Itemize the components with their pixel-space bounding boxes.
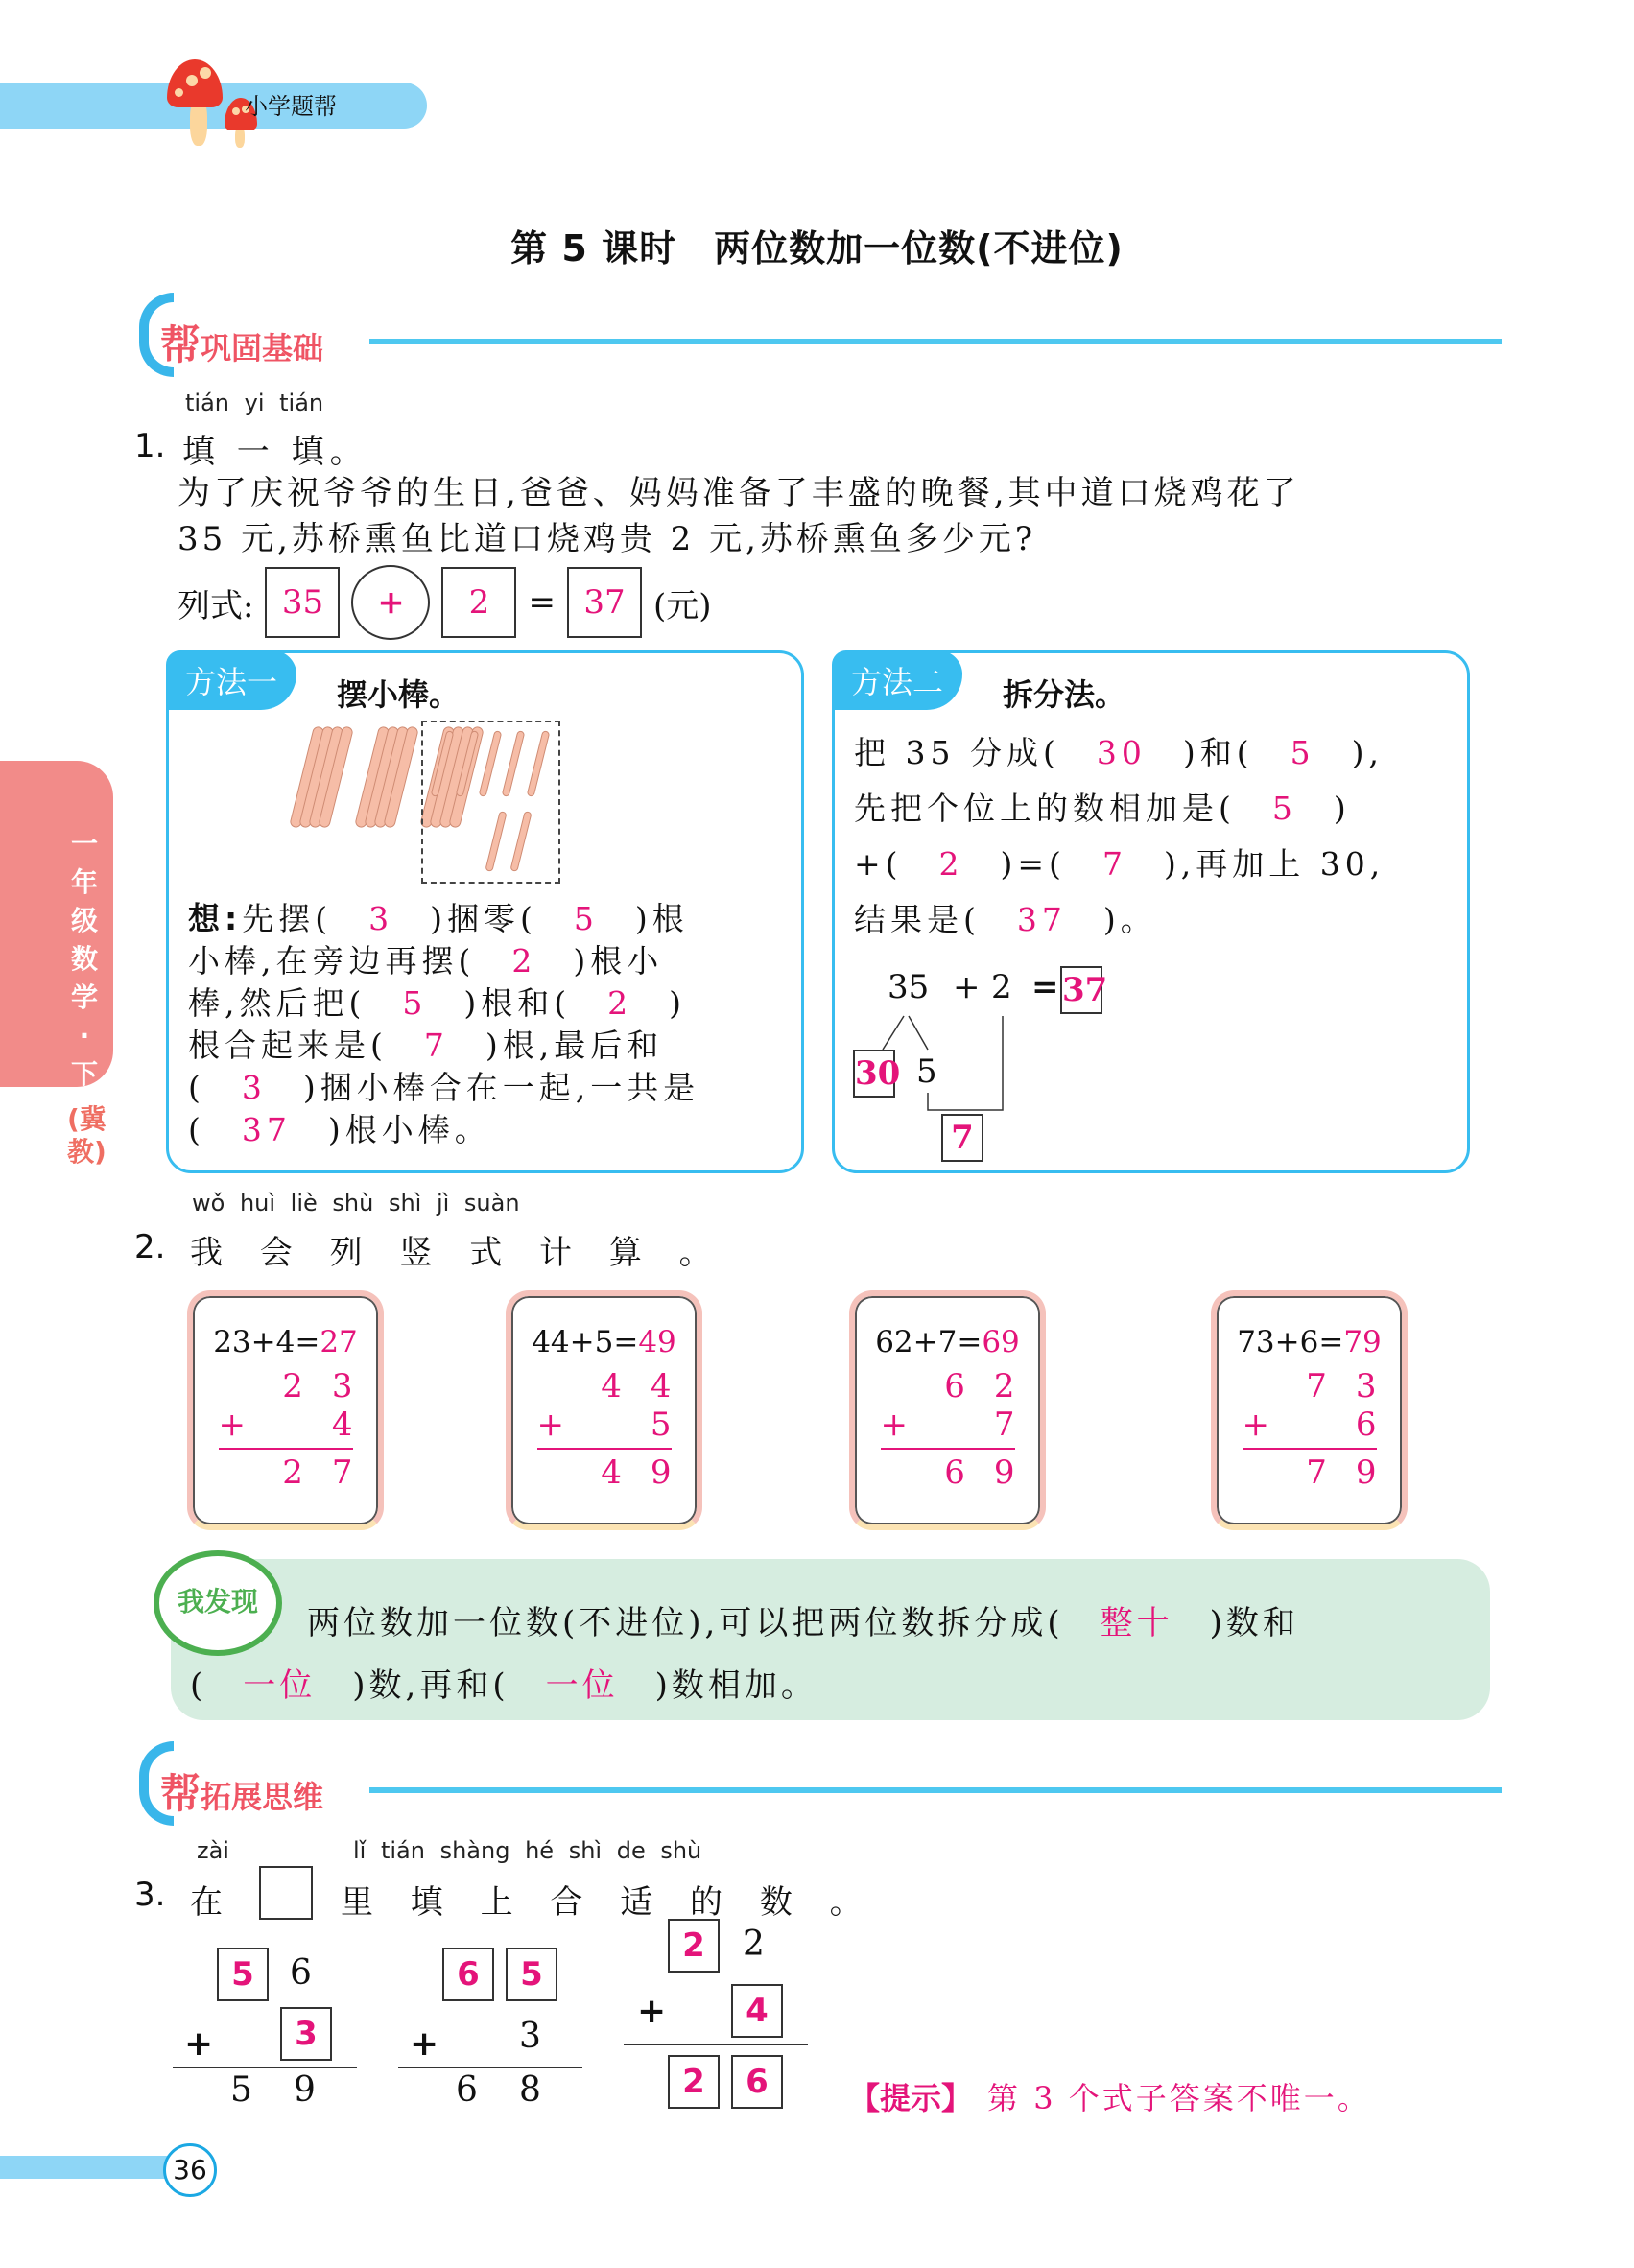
sample-box [259,1866,313,1920]
section-badge-char: 帮 [160,321,201,368]
vertical-calc-card: 23+4=27 2 3 + 4 2 7 [187,1290,384,1530]
formula-op-circle[interactable]: + [351,565,430,640]
method1-panel [166,650,804,1173]
loose-sticks-box [421,721,560,884]
formula-eq: = [528,583,556,622]
fill-ones-1[interactable]: 一位 [243,1666,317,1705]
q3-p1-top-box[interactable]: 5 [217,1948,269,2001]
stick-bundle-icon [294,725,345,831]
q3-number: 3. [134,1876,166,1914]
diagram-sum-box[interactable]: 7 [941,1114,983,1162]
q3-p3-res-box2[interactable]: 6 [731,2055,783,2109]
q3-p2-top-box2[interactable]: 5 [506,1948,557,2001]
method1-heading: 摆小棒。 [337,676,461,713]
lesson-title: 第 5 课时 两位数加一位数(不进位) [510,227,1124,270]
q1-text-line2: 35 元,苏桥熏鱼比道口烧鸡贵 2 元,苏桥熏鱼多少元? [178,520,1037,558]
formula-result-box[interactable]: 37 [567,567,642,638]
fill-loose[interactable]: 5 [573,900,599,937]
formula-b-box[interactable]: 2 [441,567,516,638]
q2-title: 我 会 列 竖 式 计 算 。 [190,1234,725,1272]
formula-a-box[interactable]: 35 [265,567,340,638]
fill-ones-2[interactable]: 一位 [545,1666,619,1705]
think-label: 想: [188,900,243,937]
diagram-result-box[interactable]: 37 [1060,966,1102,1014]
q3-title-a: 在 [190,1883,228,1922]
footer-band [0,2156,173,2179]
section-title: 巩固基础 [201,330,324,366]
q1-number: 1. [134,427,166,465]
section-header-extend: 帮拓展思维 [139,1741,1502,1828]
grade-label: 一年级数学·下 [70,828,98,1090]
method1-think: 想:先摆( 3 )捆零( 5 )根 小棒,在旁边再摆( 2 )根小 棒,然后把( 5 )根和( 2 ) 根合起来是( 7 )根,最后和 ( 3 )捆小棒合在一起,一共是 ( 37 )根小棒。 [188,900,700,1148]
method2-text: 把 35 分成( 30 )和( 5 ), 先把个位上的数相加是( 5 ) +( 2 )=( 7 ),再加上 30, 结果是( 37 )。 [854,734,1385,938]
fill-extra[interactable]: 2 [511,942,537,980]
vertical-calc-card: 62+7=69 6 2 + 7 6 9 [849,1290,1046,1530]
q1-title: 填 一 填。 [182,433,368,471]
q2-pinyin: wǒ huì liè shù shì jì suàn [192,1190,520,1217]
hint-label: 【提示】 [849,2080,958,2116]
formula-unit: (元) [652,586,712,626]
q3-p1-add-box[interactable]: 3 [280,2007,332,2061]
diagram-tens-box[interactable]: 30 [853,1050,895,1098]
formula-row [178,564,712,641]
q3-pinyin-b: lǐ tián shàng hé shì de shù [353,1837,702,1864]
q1-text-line1: 为了庆祝爷爷的生日,爸爸、妈妈准备了丰盛的晚餐,其中道口烧鸡花了 [178,474,1300,512]
section-title: 拓展思维 [201,1779,324,1815]
q3-p3-top-box[interactable]: 2 [668,1919,720,1973]
brand-name: 小学题帮 [245,93,337,120]
q1-pinyin: tián yi tián [185,390,324,416]
stick-bundle-icon [359,725,411,831]
fill-tens[interactable]: 整十 [1100,1604,1173,1642]
q3-problem-3: 2 2 + 4 2 6 [624,1919,816,2130]
q3-p3-res-box1[interactable]: 2 [668,2055,720,2109]
discover-line1: 两位数加一位数(不进位),可以把两位数拆分成( 整十 )数和 [307,1604,1299,1642]
section-divider [369,339,1502,344]
formula-label: 列式: [178,586,254,626]
section-divider [369,1787,1502,1793]
fill-bundles[interactable]: 3 [368,900,394,937]
hint [849,2074,1371,2118]
vertical-calc-card: 44+5=49 4 4 + 5 4 9 [506,1290,702,1530]
q3-problem-1: 5 6 + 3 5 9 [173,1948,365,2130]
method1-tab: 方法一 [166,650,296,710]
q3-p3-add-box[interactable]: 4 [731,1984,783,2038]
method2-panel [832,650,1470,1173]
method2-tab: 方法二 [832,650,962,710]
q3-pinyin-a: zài [197,1837,229,1864]
q2-number: 2. [134,1228,166,1266]
vertical-calc-card: 73+6=79 7 3 + 6 7 9 [1211,1290,1408,1530]
method2-heading: 拆分法。 [1003,676,1126,713]
q3-problem-2: 6 5 + 3 6 8 [398,1948,590,2130]
page-number: 36 [163,2143,217,2197]
q3-p2-top-box1[interactable]: 6 [442,1948,494,2001]
split-diagram: 35 + 2 = 37 30 5 7 [849,958,1137,1169]
hint-text: 第 3 个式子答案不唯一。 [987,2080,1371,2116]
section-header-basic [139,293,1502,379]
discover-badge: 我发现 [154,1550,282,1656]
edition-label: (冀教) [67,1103,107,1168]
discover-line2: ( 一位 )数,再和( 一位 )数相加。 [190,1666,817,1705]
q3-title-b: 里 填 上 合 适 的 数 。 [341,1883,876,1922]
